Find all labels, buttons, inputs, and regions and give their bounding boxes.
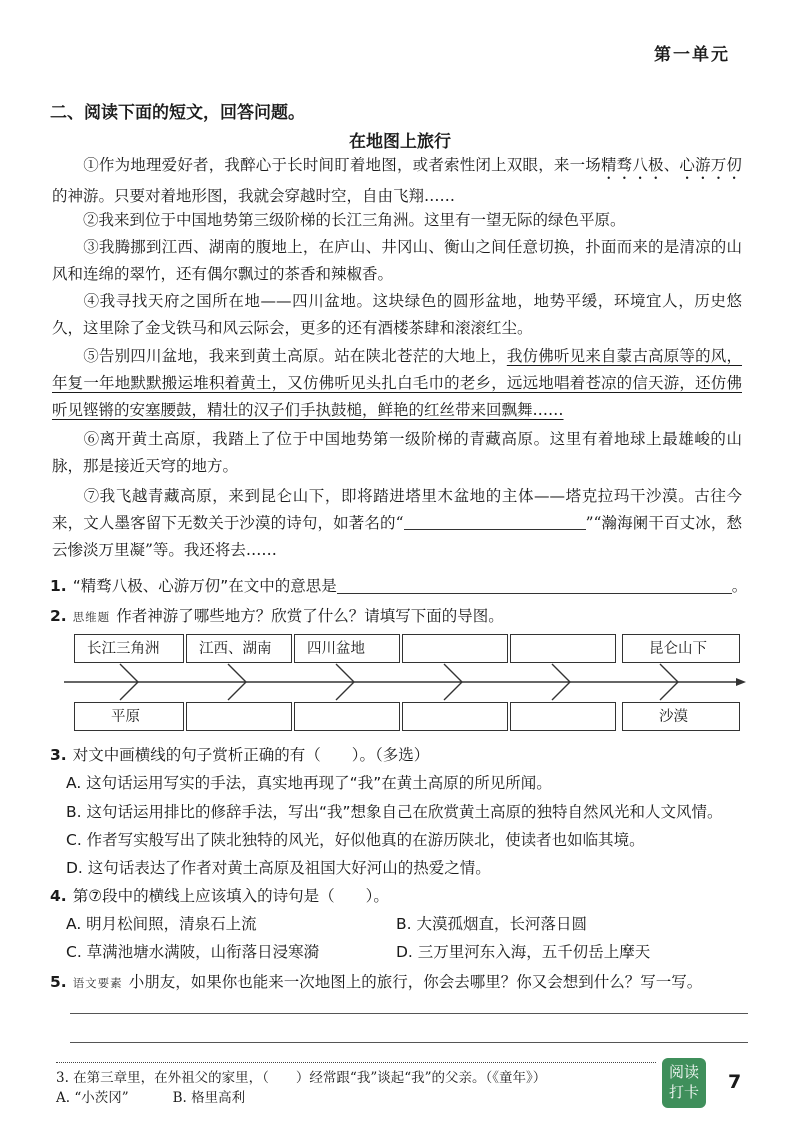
footer-divider [56,1062,656,1063]
footer-options [56,1088,546,1108]
footer-option-a[interactable]: A. “小茨冈” [56,1090,129,1106]
paragraph-5 [52,343,742,424]
map-bottom-box-6: 沙漠 [622,702,740,731]
footer-question [56,1068,546,1108]
q2-number: 2. [50,607,67,625]
p6-text: ⑥离开黄土高原，我踏上了位于中国地势第一级阶梯的青藏高原。这里有着地球上最雄峻的山脉，那是接近天穹的地方。 [52,430,742,475]
q4-text: 第⑦段中的横线上应该填入的诗句是（ ）。 [72,887,389,905]
map-bottom-box-5[interactable] [510,702,616,731]
q4-option-b[interactable]: B. 大漠孤烟直，长河落日圆 [396,915,587,933]
p1-text-a: ①作为地理爱好者，我醉心于长时间盯着地图，或者索性闭上双眼，来一场 [83,156,601,174]
p1-dotted-phrase: 精骛八极、心游万仞 [600,156,742,174]
q3-option-b[interactable]: B. 这句话运用排比的修辞手法，写出“我”想象自己在欣赏黄土高原的独特自然风光和人文风情。 [66,803,723,821]
p2-text: ②我来到位于中国地势第三级阶梯的长江三角洲。这里有一望无际的绿色平原。 [83,211,626,229]
map-top-box-4[interactable] [402,634,508,663]
q5-answer-line-2[interactable] [70,1042,748,1043]
q2-tag: 思维题 [72,610,111,624]
p7-text-a: ⑦我飞越青藏高原，来到昆仑山下，即将踏进塔里木盆地的主体——塔克拉玛干沙漠。古往今来，文人墨客留下无数关于沙漠的诗句，如著名的“ [52,487,742,532]
q3-option-d[interactable]: D. 这句话表达了作者对黄土高原及祖国大好河山的热爱之情。 [66,859,491,877]
map-bottom-box-2[interactable] [186,702,292,731]
q3-text: 对文中画横线的句子赏析正确的有（ ）。（多选） [72,746,430,764]
q1-answer-blank[interactable] [337,577,732,594]
map-top-box-3: 四川盆地 [294,634,400,663]
badge-line-1: 阅读 [668,1063,699,1081]
p3-text: ③我腾挪到江西、湖南的腹地上，在庐山、井冈山、衡山之间任意切换，扑面而来的是清凉的山风和连绵的翠竹，还有偶尔飘过的茶香和辣椒香。 [52,238,742,283]
map-top-box-1: 长江三角洲 [74,634,184,663]
paragraph-4 [52,288,742,342]
q5-tag: 语文要素 [72,976,123,990]
q1-number: 1. [50,577,67,595]
map-top-box-5[interactable] [510,634,616,663]
q5-text: 小朋友，如果你也能来一次地图上的旅行，你会去哪里？你又会想到什么？写一写。 [128,973,703,991]
q4-number: 4. [50,887,67,905]
question-1 [50,574,750,598]
q1-end: 。 [731,577,748,595]
p1-text-b: 的神游。只要对着地形图，我就会穿越时空，自由飞翔…… [52,187,456,205]
q3-number: 3. [50,746,67,764]
q3-option-c[interactable]: C. 作者写实般写出了陕北独特的风光，好似他真的在游历陕北，使读者也如临其境。 [66,831,645,849]
q3-option-a[interactable]: A. 这句话运用写实的手法，真实地再现了“我”在黄土高原的所见所闻。 [66,774,552,792]
p4-text: ④我寻找天府之国所在地——四川盆地。这块绿色的圆形盆地，地势平缓，环境宜人，历史悠久，这里除了金戈铁马和风云际会，更多的还有酒楼茶肆和滚滚红尘。 [52,292,742,337]
paragraph-1 [52,152,742,210]
reading-checkin-badge[interactable] [662,1058,706,1108]
q1-text: “精骛八极、心游万仞”在文中的意思是 [72,577,337,595]
unit-header: 第一单元 [654,45,730,65]
q4-option-a[interactable]: A. 明月松间照，清泉石上流 [66,915,257,933]
passage-title: 在地图上旅行 [349,132,451,152]
p5-text-a: ⑤告别四川盆地，我来到黄土高原。站在陕北苍茫的大地上， [83,347,507,365]
q4-option-c[interactable]: C. 草满池塘水满陂，山衔落日浸寒漪 [66,943,320,961]
question-2 [50,604,750,629]
question-4 [50,884,750,908]
q5-answer-line-1[interactable] [70,1013,748,1014]
q4-option-d[interactable]: D. 三万里河东入海，五千仞岳上摩天 [396,943,651,961]
paragraph-6 [52,426,742,480]
footer-option-b[interactable]: B. 格里高利 [172,1090,246,1106]
q2-text: 作者神游了哪些地方？欣赏了什么？请填写下面的导图。 [116,607,504,625]
p7-text-b: ”“瀚海阑干百丈冰，愁云惨淡万里凝”等。我还将去…… [52,514,742,559]
section-title: 二、阅读下面的短文，回答问题。 [50,103,305,123]
map-bottom-box-1: 平原 [74,702,184,731]
question-5 [50,970,750,995]
map-top-box-2: 江西、湖南 [186,634,292,663]
paragraph-2 [52,207,742,234]
page-number: 7 [728,1071,742,1093]
paragraph-3 [52,234,742,288]
q5-number: 5. [50,973,67,991]
question-3 [50,743,750,767]
footer-question-text: 3. 在第三章里，在外祖父的家里，（ ）经常跟“我”谈起“我”的父亲。（《童年》） [56,1070,547,1086]
paragraph-7 [52,483,742,564]
map-bottom-box-3[interactable] [294,702,400,731]
p5-underlined-sentence: 我仿佛听见来自蒙古高原等的风，年复一年地默默搬运堆积着黄土，又仿佛听见头扎白毛巾的老乡，远远地唱着苍凉的信天游，还仿佛听见铿锵的安塞腰鼓，精壮的汉子们手执鼓槌，鲜艳的红丝带来回飘舞…… [52,347,742,419]
map-top-box-6: 昆仑山下 [622,634,740,663]
p7-poem-blank[interactable] [404,514,586,530]
map-bottom-box-4[interactable] [402,702,508,731]
badge-line-2: 打卡 [668,1083,699,1101]
